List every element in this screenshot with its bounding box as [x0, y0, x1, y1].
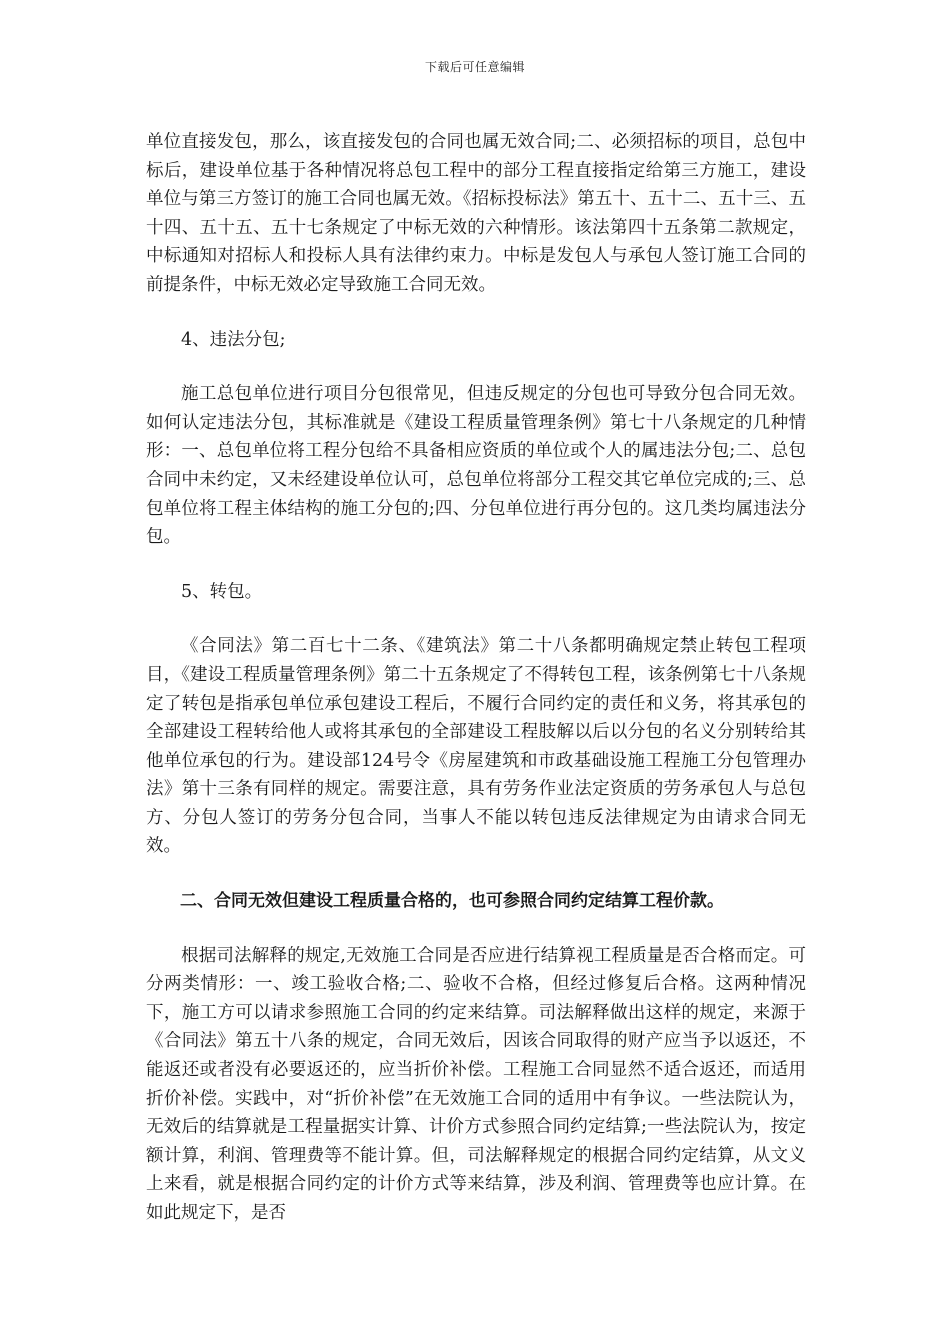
paragraph-transfer-contract: 《合同法》第二百七十二条、《建筑法》第二十八条都明确规定禁止转包工程项目，《建设工程质量管理条例》第二十五条规定了不得转包工程，该条例第七十八条规定了转包是指承包单位承包建设工程后，不履行合同约定的责任和义务，将其承包的全部建设工程转给他人或将其承包的全部建设工程肢解以后以分包的名义分别转给其他单位承包的行为。建设部124号令《房屋建筑和市政基础设施工程施工分包管理办法》第十三条有同样的规定。需要注意，具有劳务作业法定资质的劳务承包人与总包方、分包人签订的劳务分包合同，当事人不能以转包违反法律规定为由请求合同无效。: [146, 636, 806, 857]
document-body: [146, 128, 806, 1254]
paragraph-bid-invalid: 单位直接发包，那么，该直接发包的合同也属无效合同;二、必须招标的项目，总包中标后，建设单位基于各种情况将总包工程中的部分工程直接指定给第三方施工，建设单位与第三方签订的施工合同也属无效。《招标投标法》第五十、五十二、五十三、五十四、五十五、五十七条规定了中标无效的六种情形。该法第四十五条第二款规定，中标通知对招标人和投标人具有法律约束力。中标是发包人与承包人签订施工合同的前提条件，中标无效必定导致施工合同无效。: [146, 132, 806, 295]
section-transfer-contract: 5、转包。: [181, 581, 263, 602]
page-header: 下载后可任意编辑: [424, 60, 525, 74]
paragraph-illegal-subcontract: 施工总包单位进行项目分包很常见，但违反规定的分包也可导致分包合同无效。如何认定违法分包，其标准就是《建设工程质量管理条例》第七十八条规定的几种情形：一、总包单位将工程分包给不具备相应资质的单位或个人的属违法分包;二、总包合同中未约定，又未经建设单位认可，总包单位将部分工程交其它单位完成的;三、总包单位将工程主体结构的施工分包的;四、分包单位进行再分包的。这几类均属违法分包。: [146, 384, 806, 548]
section-illegal-subcontract: 4、违法分包;: [181, 329, 286, 350]
heading-settlement: 二、合同无效但建设工程质量合格的，也可参照合同约定结算工程价款。: [180, 891, 724, 912]
paragraph-settlement: 根据司法解释的规定,无效施工合同是否应进行结算视工程质量是否合格而定。可分两类情形：一、竣工验收合格;二、验收不合格，但经过修复后合格。这两种情况下，施工方可以请求参照施工合同的约定来结算。司法解释做出这样的规定，来源于《合同法》第五十八条的规定，合同无效后，因该合同取得的财产应当予以返还，不能返还或者没有必要返还的，应当折价补偿。工程施工合同显然不适合返还，而适用折价补偿。实践中，对“折价补偿”在无效施工合同的适用中有争议。一些法院认为，无效后的结算就是工程量据实计算、计价方式参照合同约定结算;一些法院认为，按定额计算，利润、管理费等不能计算。但，司法解释规定的根据合同约定结算，从文义上来看，就是根据合同约定的计价方式等来结算，涉及利润、管理费等也应计算。在如此规定下，是否: [146, 945, 806, 1223]
